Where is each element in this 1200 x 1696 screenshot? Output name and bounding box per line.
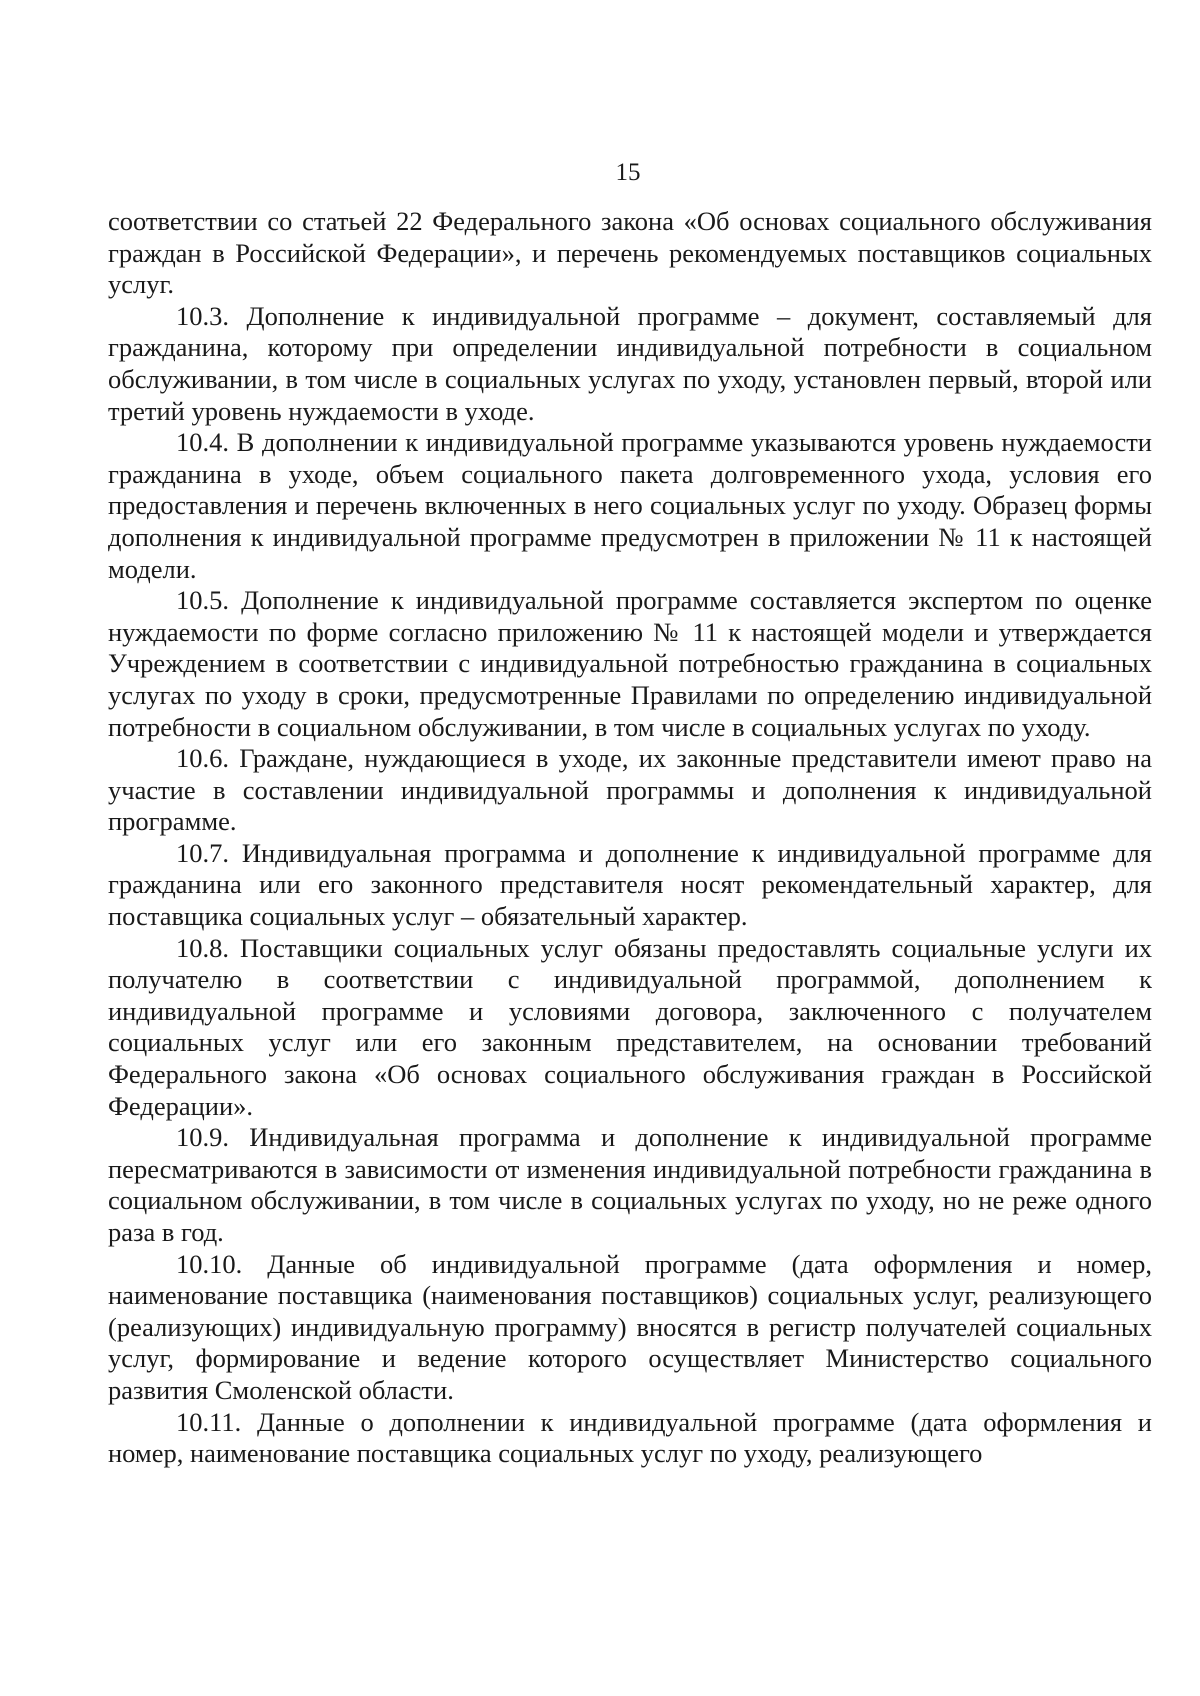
- paragraph-10-3: 10.3. Дополнение к индивидуальной программе – документ, составляемый для гражданина, которому при определении индивидуальной потребности в социальном обслуживании, в том числе в социальных услугах по уходу, установлен первый, второй или третий уровень нуждаемости в уходе.: [108, 300, 1152, 426]
- paragraph-10-7: 10.7. Индивидуальная программа и дополнение к индивидуальной программе для гражданина или его законного представителя носят рекомендательный характер, для поставщика социальных услуг – обязательный характер.: [108, 837, 1152, 932]
- paragraph-10-8: 10.8. Поставщики социальных услуг обязаны предоставлять социальные услуги их получателю в соответствии с индивидуальной программой, дополнением к индивидуальной программе и условиями договора, заключенного с получателем социальных услуг или его законным представителем, на основании требований Федерального закона «Об основах социального обслуживания граждан в Российской Федерации».: [108, 932, 1152, 1121]
- paragraph-10-9: 10.9. Индивидуальная программа и дополнение к индивидуальной программе пересматриваются в зависимости от изменения индивидуальной потребности гражданина в социальном обслуживании, в том числе в социальных услугах по уходу, но не реже одного раза в год.: [108, 1122, 1152, 1247]
- paragraph-continuation: соответствии со статьей 22 Федерального закона «Об основах социального обслуживания граждан в Российской Федерации», и перечень рекомендуемых поставщиков социальных услуг.: [108, 206, 1152, 300]
- paragraph-10-5: 10.5. Дополнение к индивидуальной программе составляется экспертом по оценке нуждаемости по форме согласно приложению № 11 к настоящей модели и утверждается Учреждением в соответствии с индивидуальной потребностью гражданина в социальных услугах по уходу в сроки, предусмотренные Правилами по определению индивидуальной потребности в социальном обслуживании, в том числе в социальных услугах по уходу.: [108, 585, 1152, 742]
- paragraph-10-10: 10.10. Данные об индивидуальной программе (дата оформления и номер, наименование поставщика (наименования поставщиков) социальных услуг, реализующего (реализующих) индивидуальную программу) вносятся в регистр получателей социальных услуг, формирование и ведение которого осуществляет Министерство социального развития Смоленской области.: [108, 1248, 1152, 1405]
- page-number: 15: [615, 159, 641, 186]
- document-body: [108, 206, 1152, 1470]
- paragraph-10-11: 10.11. Данные о дополнении к индивидуальной программе (дата оформления и номер, наименование поставщика социальных услуг по уходу, реализующего: [108, 1406, 1152, 1469]
- paragraph-10-6: 10.6. Граждане, нуждающиеся в уходе, их законные представители имеют право на участие в составлении индивидуальной программы и дополнения к индивидуальной программе.: [108, 743, 1152, 837]
- paragraph-10-4: 10.4. В дополнении к индивидуальной программе указываются уровень нуждаемости гражданина в уходе, объем социального пакета долговременного ухода, условия его предоставления и перечень включенных в него социальных услуг по уходу. Образец формы дополнения к индивидуальной программе предусмотрен в приложении № 11 к настоящей модели.: [108, 427, 1152, 584]
